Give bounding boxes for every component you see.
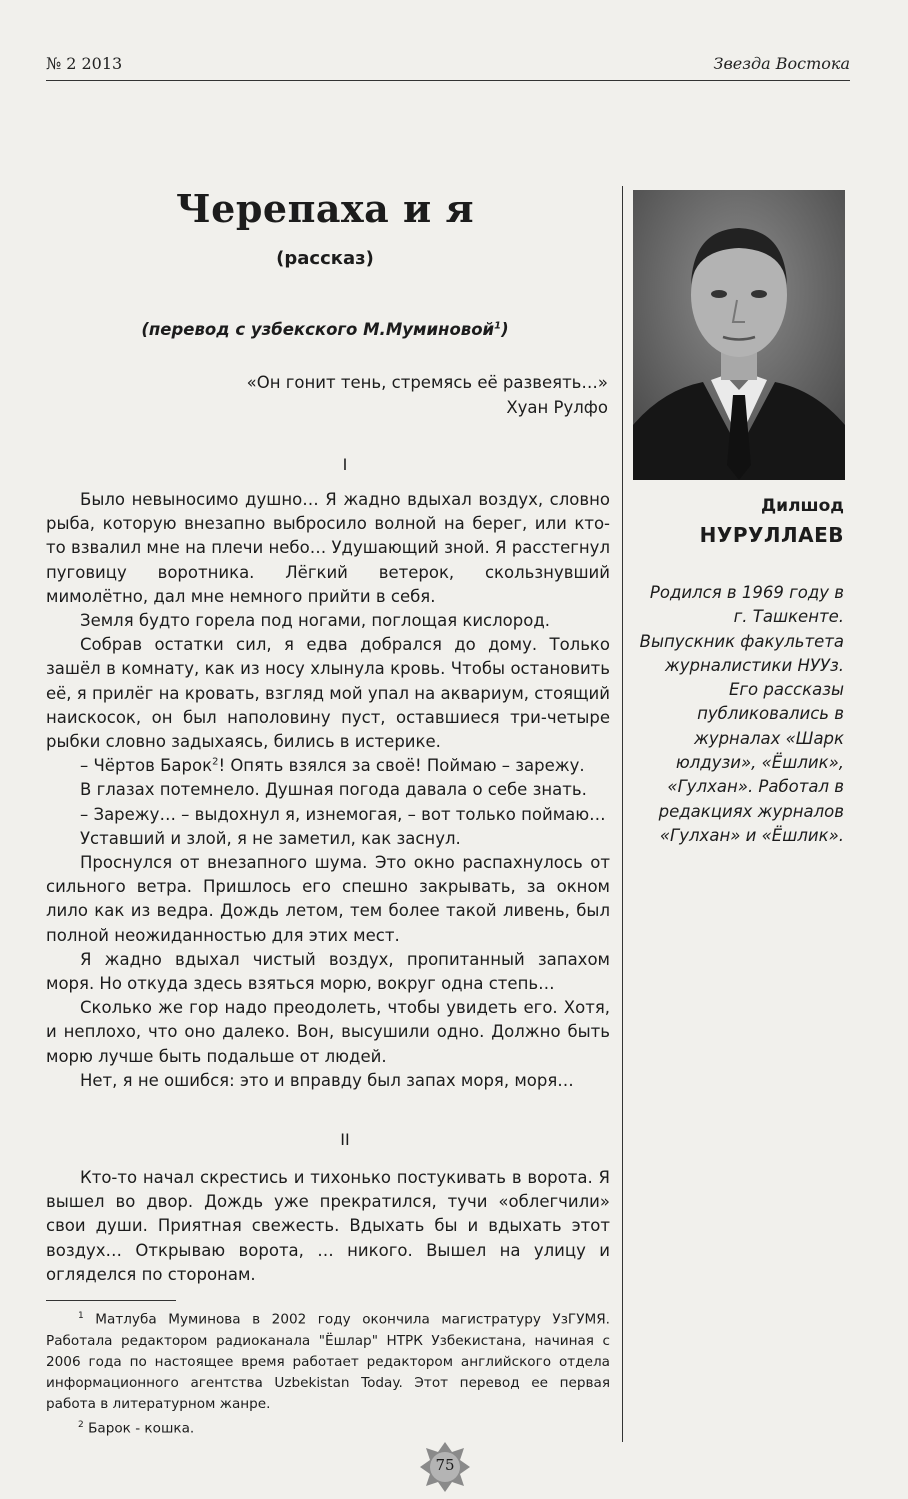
section-1-text xyxy=(46,488,610,1093)
translator-close: ) xyxy=(501,320,509,339)
barok-text: – Чёртов Барок xyxy=(80,756,213,776)
epigraph-quote: «Он гонит тень, стремясь её развеять…» xyxy=(246,373,608,392)
journal-name: Звезда Востока xyxy=(713,54,850,73)
translator-text: (перевод с узбекского М.Муминовой xyxy=(141,320,495,339)
paragraph: Я жадно вдыхал чистый воздух, пропитанный запахом моря. Но откуда здесь взяться морю, вокруг одна степь… xyxy=(46,949,610,994)
story-title: Черепаха и я xyxy=(175,186,475,231)
column-divider xyxy=(622,186,623,1442)
section-heading-2: II xyxy=(340,1130,350,1149)
epigraph xyxy=(247,370,608,420)
author-photo xyxy=(633,190,845,480)
author-first-name: Дилшод xyxy=(761,496,844,516)
footnote-1 xyxy=(46,1306,610,1415)
translator-credit xyxy=(40,320,610,339)
paragraph: Было невыносимо душно… Я жадно вдыхал воздух, словно рыба, которую внезапно выбросило волной на берег, или кто-то взвалил мне на плечи небо… Удушающий зной. Я расстегнул пуговицу воротника. Лёгкий ветерок, скользнувший мимолётно, дал мне немного прийти в себя. xyxy=(46,490,610,606)
epigraph-author: Хуан Рулфо xyxy=(506,398,608,417)
paragraph-barok xyxy=(46,754,610,778)
paragraph: Сколько же гор надо преодолеть, чтобы увидеть его. Хотя, и неплохо, что оно далеко. Вон, высушили одно. Должно быть морю лучше быть подальше от людей. xyxy=(46,998,610,1066)
page-number: 75 xyxy=(435,1456,455,1474)
footnote-2-mark: 2 xyxy=(78,1419,84,1430)
section-2-text xyxy=(46,1166,610,1287)
barok-text-end: ! Опять взялся за своё! Поймаю – зарежу. xyxy=(218,756,585,776)
footnote-mark-1: 1 xyxy=(494,320,502,332)
footnote-mark-2: 2 xyxy=(212,756,219,768)
story-subtitle: (рассказ) xyxy=(276,248,374,269)
footnote-1-mark: 1 xyxy=(78,1311,84,1321)
paragraph: Земля будто горела под ногами, поглощая кислород. xyxy=(80,611,550,631)
header-rule xyxy=(46,80,850,81)
footnote-2 xyxy=(46,1415,610,1440)
paragraph: В глазах потемнело. Душная погода давала о себе знать. xyxy=(80,780,587,800)
section-heading-1: I xyxy=(342,455,348,474)
paragraph: Уставший и злой, я не заметил, как заснул. xyxy=(80,828,461,848)
author-bio: Родился в 1969 году в г. Ташкенте. Выпускник факультета журналистики НУУз. Его рассказы публиковались в журналах «Шарк юлдузи», «Ёшлик», «Гулхан». Работал в редакциях журналов «Гулхан» и «Ёшлик». xyxy=(639,583,844,845)
paragraph: Нет, я не ошибся: это и вправду был запах моря, моря… xyxy=(80,1070,574,1090)
author-last-name: НУРУЛЛАЕВ xyxy=(699,523,844,547)
issue-number: № 2 2013 xyxy=(46,54,123,73)
footnotes xyxy=(46,1306,610,1439)
paragraph: Кто-то начал скрестись и тихонько постукивать в ворота. Я вышел во двор. Дождь уже прекратился, тучи «облегчили» свои души. Приятная свежесть. Вдыхать бы и вдыхать этот воздух… Открываю ворота, … никого. Вышел на улицу и огляделся по сторонам. xyxy=(46,1168,610,1284)
paragraph: – Зарежу… – выдохнул я, изнемогая, – вот только поймаю… xyxy=(80,804,606,824)
footnote-2-text: Барок - кошка. xyxy=(88,1420,195,1437)
footnote-rule xyxy=(46,1300,176,1301)
footnote-1-text: Матлуба Муминова в 2002 году окончила магистратуру УзГУМЯ. Работала редактором радиоканала "Ёшлар" НТРК Узбекистана, начиная с 2006 года по настоящее время работает редактором английского отдела информационного агентства Uzbekistan Today. Этот перевод ее первая работа в литературном жанре. xyxy=(46,1311,610,1412)
paragraph: Собрав остатки сил, я едва добрался до дому. Только зашёл в комнату, как из носу хлынула кровь. Чтобы остановить её, я прилёг на кровать, взгляд мой упал на аквариум, стоящий наискосок, он был наполовину пуст, оставшиеся три-четыре рыбки словно задыхаясь, бились в истерике. xyxy=(46,635,610,752)
paragraph: Проснулся от внезапного шума. Это окно распахнулось от сильного ветра. Пришлось его спешно закрывать, за окном лило как из ведра. Дождь летом, тем более такой ливень, был полной неожиданностью для этих мест. xyxy=(46,853,610,945)
